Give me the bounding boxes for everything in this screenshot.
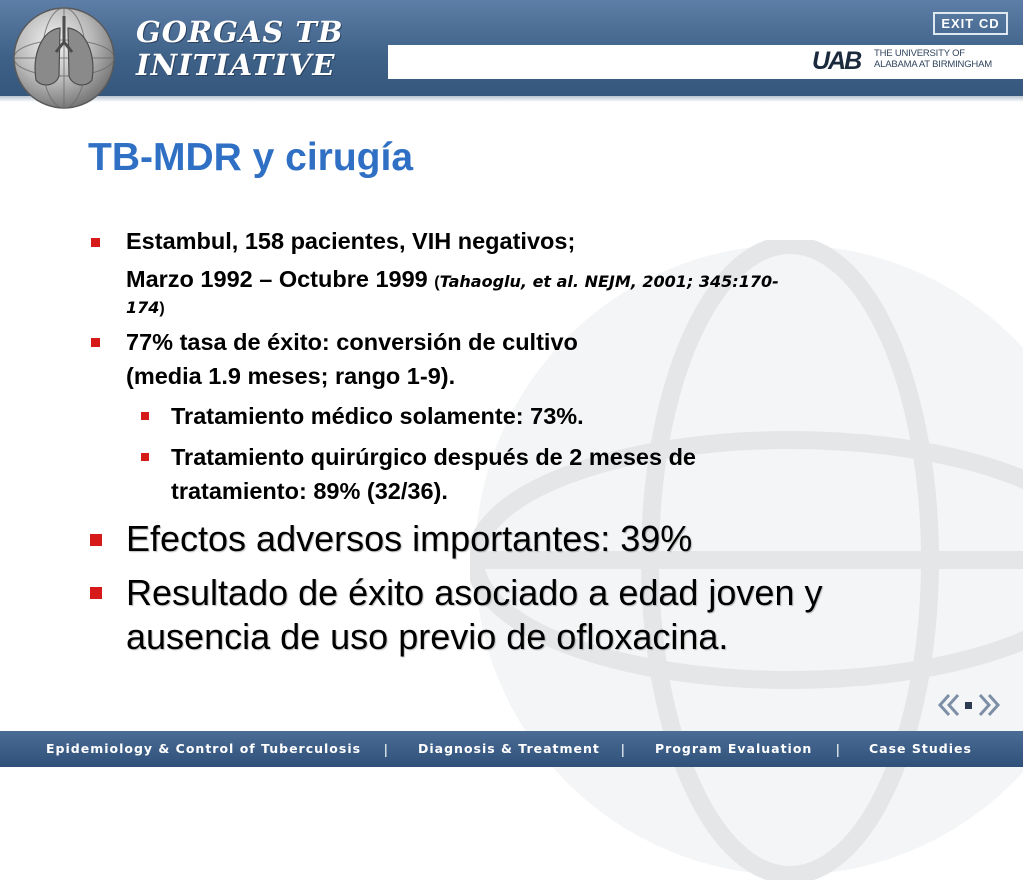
svg-text:UAB: UAB bbox=[812, 48, 861, 72]
bullet-2-line-2: (media 1.9 meses; rango 1-9). bbox=[126, 363, 456, 389]
sub-bullet-b-line-1: Tratamiento quirúrgico después de 2 meses de bbox=[171, 444, 696, 470]
brand-line-2: INITIATIVE bbox=[136, 48, 336, 82]
sub-bullet-b-line-2: tratamiento: 89% (32/36). bbox=[171, 478, 448, 504]
bullet-1-reference-cont: 174 bbox=[126, 298, 160, 317]
square-home-icon[interactable] bbox=[965, 702, 972, 709]
bullet-1-line-1: Estambul, 158 pacientes, VIH negativos; bbox=[126, 228, 576, 254]
footer-link-program-evaluation[interactable]: Program Evaluation bbox=[655, 741, 813, 756]
bullet-4-line-1: Resultado de éxito asociado a edad joven y bbox=[126, 572, 823, 613]
uab-line-2: ALABAMA AT BIRMINGHAM bbox=[874, 59, 992, 70]
bullet-1-dates: Marzo 1992 – Octubre 1999 bbox=[126, 266, 435, 292]
bullet-4-line-2: ausencia de uso previo de ofloxacina. bbox=[126, 616, 729, 657]
bullet-1-line-2 bbox=[126, 266, 779, 293]
bullet-1-reference: Tahaoglu, et al. NEJM, 2001; 345:170- bbox=[439, 272, 779, 291]
double-chevron-right-icon[interactable] bbox=[975, 691, 1001, 719]
footer-separator: | bbox=[836, 741, 840, 757]
lungs-globe-icon bbox=[12, 6, 116, 110]
footer-separator: | bbox=[621, 741, 625, 757]
bullet-marker bbox=[90, 587, 102, 599]
footer-separator: | bbox=[384, 741, 388, 757]
exit-cd-button[interactable]: EXIT CD bbox=[933, 12, 1008, 35]
sub-bullet-marker bbox=[141, 412, 149, 420]
double-chevron-left-icon[interactable] bbox=[937, 691, 963, 719]
footer-link-case-studies[interactable]: Case Studies bbox=[869, 741, 972, 756]
sub-bullet-a: Tratamiento médico solamente: 73%. bbox=[171, 403, 584, 429]
brand-line-1: GORGAS TB bbox=[136, 15, 344, 49]
bullet-3: Efectos adversos importantes: 39% bbox=[126, 518, 693, 559]
bullet-marker bbox=[91, 238, 100, 247]
slide-title: TB-MDR y cirugía bbox=[88, 136, 414, 179]
bullet-2-line-1: 77% tasa de éxito: conversión de cultivo bbox=[126, 329, 578, 355]
brand-title bbox=[136, 16, 344, 82]
ref-open-paren: ( bbox=[434, 274, 440, 291]
sub-bullet-marker bbox=[141, 453, 149, 461]
bullet-1-line-3 bbox=[126, 298, 165, 318]
ref-close-paren: ) bbox=[159, 300, 165, 317]
uab-logo bbox=[812, 48, 872, 72]
footer-link-diagnosis[interactable]: Diagnosis & Treatment bbox=[418, 741, 600, 756]
uab-line-1: THE UNIVERSITY OF bbox=[874, 48, 965, 59]
bullet-marker bbox=[91, 338, 100, 347]
uab-wordmark bbox=[874, 48, 992, 70]
footer-nav-bar bbox=[0, 731, 1023, 767]
footer-link-epidemiology[interactable]: Epidemiology & Control of Tuberculosis bbox=[46, 741, 362, 756]
bullet-marker bbox=[90, 534, 102, 546]
header-divider bbox=[0, 96, 1023, 102]
